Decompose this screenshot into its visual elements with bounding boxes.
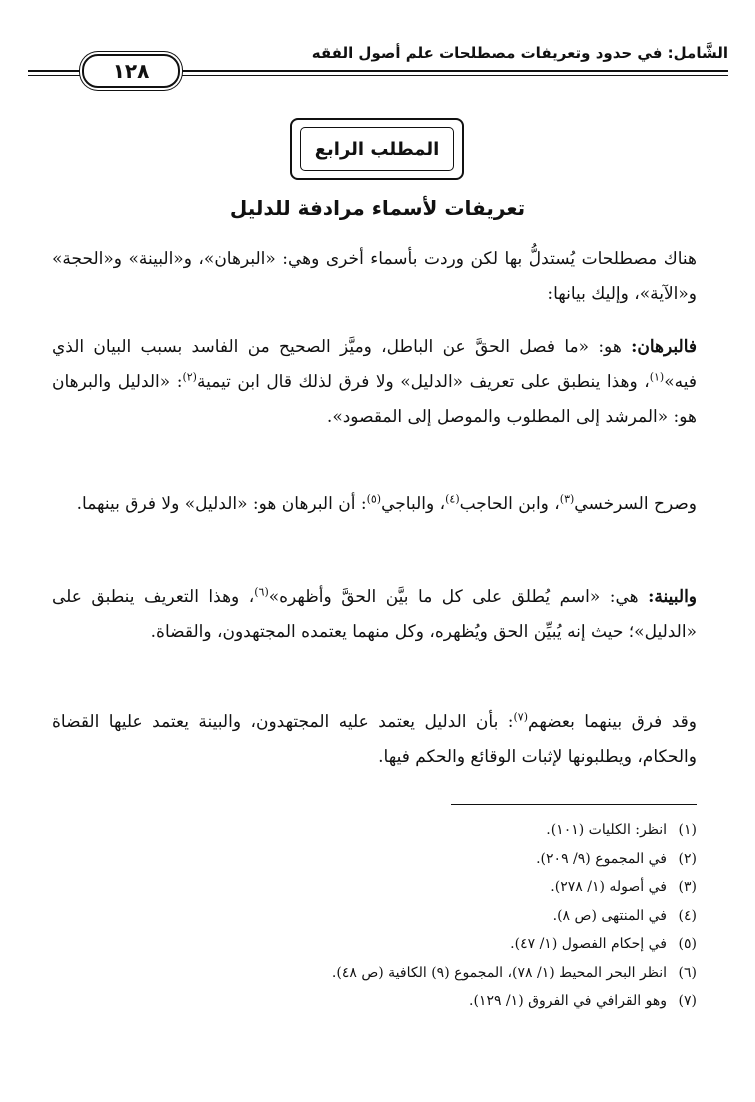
term-burhan: فالبرهان: (631, 337, 697, 357)
footnote-number: (٧) (678, 993, 697, 1009)
footnote-list (52, 816, 697, 1016)
footnote-text: في أصوله (١/ ٢٧٨). (550, 879, 667, 895)
paragraph-intro (52, 242, 697, 312)
running-head-title: الشَّامل: في حدود وتعريفات مصطلحات علم أصول الفقه (311, 44, 728, 62)
footnote-ref-7[interactable]: (٧) (513, 710, 529, 724)
paragraph-text: : أن البرهان هو: «الدليل» ولا فرق بينهما. (76, 494, 367, 514)
footnote-item (52, 959, 697, 988)
footnote-ref-5[interactable]: (٥) (366, 492, 382, 506)
footnote-text: وهو القرافي في الفروق (١/ ١٢٩). (469, 993, 667, 1009)
footnote-text: انظر: الكليات (١٠١). (546, 822, 667, 838)
footnote-item (52, 930, 697, 959)
page-header (28, 40, 728, 98)
paragraph-scholars (52, 487, 697, 522)
footnote-ref-3[interactable]: (٣) (559, 492, 575, 506)
footnote-text: في إحكام الفصول (١/ ٤٧). (510, 936, 667, 952)
paragraph-text: : بأن الدليل يعتمد عليه المجتهدون، والبينة يعتمد عليها القضاة والحكام، ويطلبونها لإثبات الوقائع والحكم فيها. (52, 712, 697, 767)
footnote-separator (451, 804, 697, 805)
footnote-number: (٦) (678, 964, 697, 981)
footnote-number: (٥) (678, 936, 697, 952)
footnote-number: (٢) (678, 850, 697, 867)
paragraph-text: وقد فرق بينهما بعضهم (528, 712, 697, 732)
paragraph-bayyina (52, 580, 697, 650)
paragraph-text: هو: «ما فصل الحقَّ عن الباطل، وميَّز الصحيح من الفاسد بسبب البيان الذي فيه» (52, 337, 697, 392)
paragraph-text: هي: «اسم يُطلق على كل ما بيَّن الحقَّ وأظهره» (268, 587, 639, 607)
footnote-item (52, 845, 697, 874)
paragraph-text: ، وابن الحاجب (459, 494, 560, 514)
footnote-ref-4[interactable]: (٤) (445, 492, 460, 506)
footnote-ref-2[interactable]: (٢) (182, 370, 197, 384)
section-heading: المطلب الرابع (300, 127, 454, 171)
paragraph-text: وصرح السرخسي (574, 494, 697, 514)
footnote-item (52, 873, 697, 902)
footnote-number: (٤) (678, 907, 697, 924)
footnote-number: (٣) (678, 879, 697, 895)
footnote-text: في المنتهى (ص ٨). (552, 907, 667, 924)
term-bayyina: والبينة: (648, 587, 698, 607)
footnote-ref-6[interactable]: (٦) (254, 585, 269, 599)
footnote-item (52, 902, 697, 931)
paragraph-text: ، وهذا ينطبق على تعريف «الدليل» ولا فرق لذلك قال ابن تيمية (196, 372, 650, 392)
paragraph-text: ، والباجي (381, 494, 446, 514)
footnote-ref-1[interactable]: (١) (649, 370, 665, 384)
footnote-number: (١) (678, 822, 697, 838)
paragraph-difference (52, 705, 697, 775)
page-number: ١٢٨ (82, 54, 180, 88)
section-subtitle: تعريفات لأسماء مرادفة للدليل (229, 196, 526, 220)
footnote-item (52, 987, 697, 1016)
paragraph-text: ، وهذا التعريف ينطبق على «الدليل»؛ حيث إنه يُبيِّن الحق ويُظهره، وكل منهما يعتمده المجتهدون، والقضاة. (52, 587, 697, 642)
paragraph-text: هناك مصطلحات يُستدلُّ بها لكن وردت بأسماء أخرى وهي: «البرهان»، و«البينة» و«الحجة» و«الآية»، وإليك بيانها: (52, 249, 697, 304)
footnote-text: في المجموع (٩/ ٢٠٩). (536, 850, 667, 867)
paragraph-burhan (52, 330, 697, 435)
footnote-text: انظر البحر المحيط (١/ ٧٨)، المجموع (٩) الكافية (ص ٤٨). (331, 964, 667, 981)
footnote-item (52, 816, 697, 845)
paragraph-text: : «الدليل والبرهان هو: «المرشد إلى المطلوب والموصل إلى المقصود». (52, 372, 697, 427)
section-heading-frame (290, 118, 464, 180)
